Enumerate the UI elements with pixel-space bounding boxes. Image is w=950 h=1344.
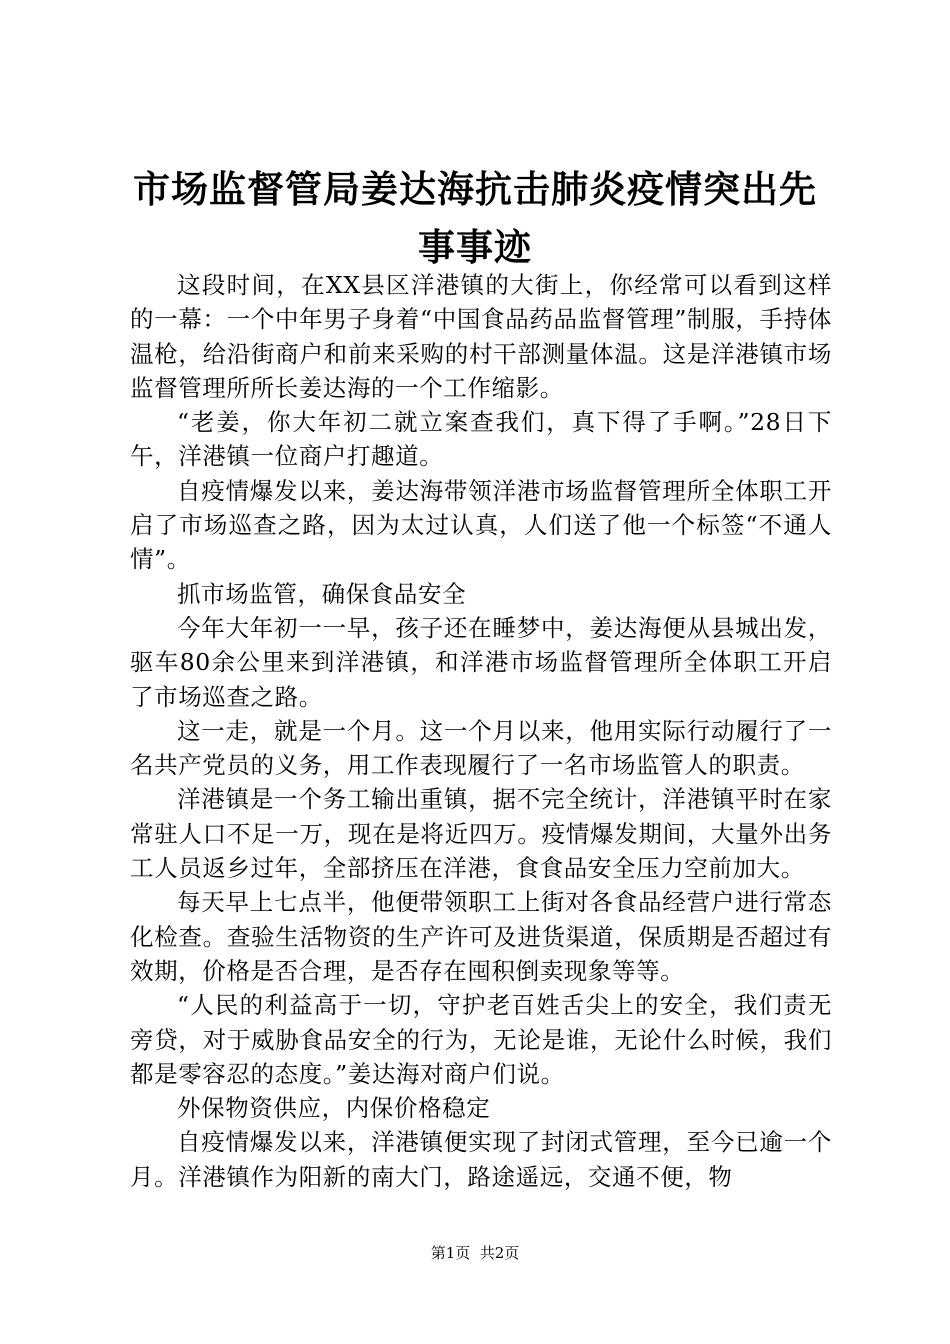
section-heading: 抓市场监管，确保食品安全 [177,579,467,608]
section-heading: 外保物资供应，内保价格稳定 [177,1094,491,1123]
page-footer [0,1243,950,1263]
paragraph: 自疫情爆发以来，姜达海带领洋港市场监督管理所全体职工开启了市场巡查之路，因为太过认真，人们送了他一个标签“不通人情”。 [130,476,832,574]
page-number: 第1页 共2页 [430,1244,520,1262]
paragraph: 这段时间，在XX县区洋港镇的大街上，你经常可以看到这样的一幕：一个中年男子身着“中国食品药品监督管理”制服，手持体温枪，给沿街商户和前来采购的村干部测量体温。这是洋港镇市场监督管理所所长姜达海的一个工作缩影。 [130,271,832,402]
paragraph: “老姜，你大年初二就立案查我们，真下得了手啊。”28日下午，洋港镇一位商户打趣道。 [130,408,832,471]
paragraph: 这一走，就是一个月。这一个月以来，他用实际行动履行了一名共产党员的义务，用工作表现履行了一名市场监管人的职责。 [130,716,832,780]
document-body [130,268,832,1194]
paragraph: 每天早上七点半，他便带领职工上街对各食品经营户进行常态化检查。查验生活物资的生产许可及进货渠道，保质期是否超过有效期，价格是否合理，是否存在囤积倒卖现象等等。 [130,888,832,985]
document-title: 市场监督管局姜达海抗击肺炎疫情突出先事事迹 [133,167,817,269]
paragraph: 自疫情爆发以来，洋港镇便实现了封闭式管理，至今已逾一个月。洋港镇作为阳新的南大门，路途遥远，交通不便，物 [130,1128,832,1191]
paragraph: 今年大年初一一早，孩子还在睡梦中，姜达海便从县城出发，驱车80余公里来到洋港镇，和洋港市场监督管理所全体职工开启了市场巡查之路。 [130,613,832,711]
paragraph: “人民的利益高于一切，守护老百姓舌尖上的安全，我们责无旁贷，对于威胁食品安全的行为，无论是谁，无论什么时候，我们都是零容忍的态度。”姜达海对商户们说。 [130,991,832,1088]
paragraph: 洋港镇是一个务工输出重镇，据不完全统计，洋港镇平时在家常驻人口不足一万，现在是将近四万。疫情爆发期间，大量外出务工人员返乡过年，全部挤压在洋港，食食品安全压力空前加大。 [130,785,832,883]
